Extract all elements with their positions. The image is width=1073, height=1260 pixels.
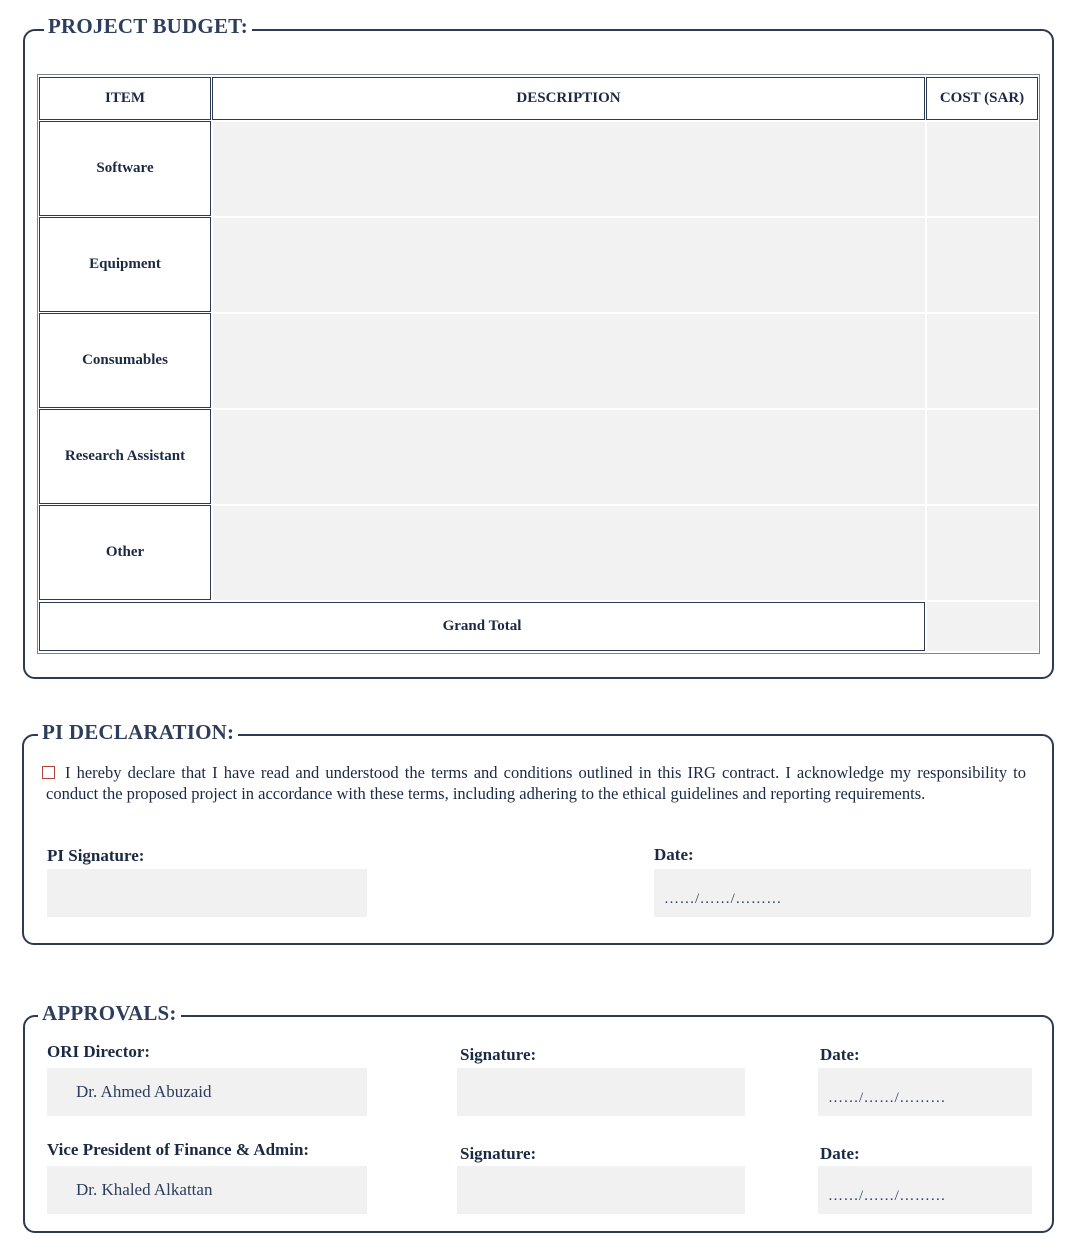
pi-signature-field[interactable] bbox=[47, 869, 367, 917]
project-budget-title: PROJECT BUDGET: bbox=[44, 14, 252, 38]
pi-declaration-title: PI DECLARATION: bbox=[38, 720, 238, 744]
description-field-research-assistant[interactable] bbox=[213, 410, 925, 504]
ori-director-date-field[interactable]: ……/……/……… bbox=[818, 1068, 1032, 1116]
vp-finance-date-label: Date: bbox=[820, 1144, 860, 1163]
vp-finance-name-field[interactable]: Dr. Khaled Alkattan bbox=[47, 1166, 367, 1214]
description-field-software[interactable] bbox=[213, 122, 925, 216]
cost-field-consumables[interactable] bbox=[927, 314, 1038, 408]
ori-director-signature-field[interactable] bbox=[457, 1068, 745, 1116]
ori-director-signature-label: Signature: bbox=[460, 1045, 537, 1064]
budget-item-research-assistant: Research Assistant bbox=[39, 409, 211, 504]
declaration-text: I hereby declare that I have read and understood the terms and conditions outlined in this IRG contract. I acknowledge my responsibility to conduct the proposed project in accordance with these terms, including adhering to the ethical guidelines and reporting requirements. bbox=[46, 763, 1026, 803]
header-description: DESCRIPTION bbox=[212, 77, 925, 120]
description-field-consumables[interactable] bbox=[213, 314, 925, 408]
cost-field-other[interactable] bbox=[927, 506, 1038, 600]
ori-director-label: ORI Director: bbox=[47, 1042, 151, 1061]
budget-item-software: Software bbox=[39, 121, 211, 216]
declaration-paragraph bbox=[46, 762, 1026, 804]
budget-item-other: Other bbox=[39, 505, 211, 600]
grand-total-field[interactable] bbox=[927, 602, 1038, 651]
cost-field-equipment[interactable] bbox=[927, 218, 1038, 312]
description-field-other[interactable] bbox=[213, 506, 925, 600]
ori-director-date-label: Date: bbox=[820, 1045, 860, 1064]
vp-finance-signature-field[interactable] bbox=[457, 1166, 745, 1214]
pi-signature-label: PI Signature: bbox=[47, 846, 145, 865]
declaration-checkbox[interactable] bbox=[42, 766, 55, 779]
grand-total-label: Grand Total bbox=[39, 602, 925, 651]
header-cost: COST (SAR) bbox=[926, 77, 1038, 120]
budget-item-consumables: Consumables bbox=[39, 313, 211, 408]
vp-finance-signature-label: Signature: bbox=[460, 1144, 537, 1163]
budget-item-equipment: Equipment bbox=[39, 217, 211, 312]
ori-director-name-field[interactable]: Dr. Ahmed Abuzaid bbox=[47, 1068, 367, 1116]
pi-date-field[interactable]: ……/……/……… bbox=[654, 869, 1031, 917]
vp-finance-date-field[interactable]: ……/……/……… bbox=[818, 1166, 1032, 1214]
description-field-equipment[interactable] bbox=[213, 218, 925, 312]
cost-field-research-assistant[interactable] bbox=[927, 410, 1038, 504]
vp-finance-label: Vice President of Finance & Admin: bbox=[47, 1140, 310, 1159]
approvals-title: APPROVALS: bbox=[38, 1001, 181, 1025]
header-item: ITEM bbox=[39, 77, 211, 120]
cost-field-software[interactable] bbox=[927, 122, 1038, 216]
pi-date-label: Date: bbox=[654, 845, 694, 864]
